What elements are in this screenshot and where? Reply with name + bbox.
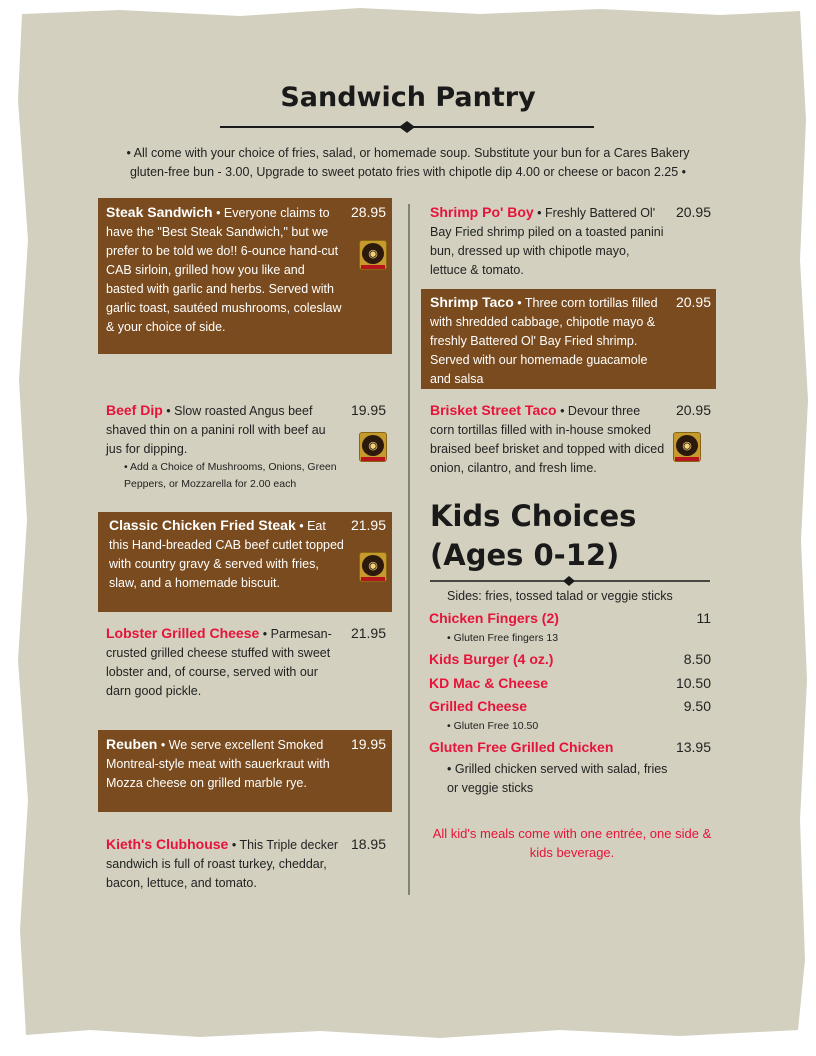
page-title: Sandwich Pantry bbox=[280, 82, 536, 113]
item-name: Lobster Grilled Cheese bbox=[106, 625, 260, 641]
item-price: 19.95 bbox=[350, 736, 386, 752]
cow-icon: ◉ bbox=[362, 555, 384, 576]
kids-item-grilled-cheese bbox=[429, 698, 711, 714]
kids-item-gf-grilled-chicken bbox=[429, 739, 711, 755]
kids-item-note: • Gluten Free 10.50 bbox=[447, 720, 539, 732]
item-name: Reuben bbox=[106, 736, 158, 752]
menu-item-kieths-clubhouse bbox=[106, 835, 386, 893]
item-desc: • Everyone claims to have the "Best Steak Sandwich," but we prefer to be told we do!! 6-ounce hand-cut CAB sirloin, grilled how you like and basted with garlic and herbs. Served with garlic toast, sautéed mushrooms, coleslaw & your choice of side. bbox=[106, 206, 342, 334]
item-desc: • We serve excellent Smoked Montreal-style meat with sauerkraut with Mozza cheese on grilled marble rye. bbox=[106, 738, 330, 790]
menu-item-shrimp-taco bbox=[430, 293, 711, 389]
item-desc: • Devour three corn tortillas filled with in-house smoked braised beef brisket and topped with diced onion, cilantro, and fresh lime. bbox=[430, 404, 665, 475]
item-desc: • Eat this Hand-breaded CAB beef cutlet topped with country gravy & served with fries, slaw, and a homemade biscuit. bbox=[109, 519, 344, 590]
menu-item-chicken-fried-steak bbox=[109, 516, 386, 593]
cow-icon: ◉ bbox=[676, 435, 698, 456]
item-name: Kieth's Clubhouse bbox=[106, 836, 229, 852]
item-price: 9.50 bbox=[683, 698, 711, 714]
cow-icon: ◉ bbox=[362, 243, 384, 264]
kids-section-title: Kids Choices (Ages 0-12) bbox=[430, 499, 637, 572]
item-desc: • This Triple decker sandwich is full of roast turkey, cheddar, bacon, lettuce, and tomato. bbox=[106, 838, 339, 890]
item-price: 20.95 bbox=[675, 204, 711, 220]
kids-item-burger bbox=[429, 651, 711, 667]
certified-angus-beef-badge bbox=[673, 432, 701, 462]
item-price: 19.95 bbox=[350, 402, 386, 418]
kids-item-kd-mac bbox=[429, 675, 711, 691]
kids-item-chicken-fingers bbox=[429, 610, 711, 626]
item-price: 20.95 bbox=[675, 402, 711, 418]
item-desc: • Three corn tortillas filled with shredded cabbage, chipotle mayo & freshly Battered Ol' Bay Fried shrimp. Served with our homemade guacamole and salsa bbox=[430, 296, 658, 386]
certified-angus-beef-badge bbox=[359, 240, 387, 270]
item-name: KD Mac & Cheese bbox=[429, 675, 549, 691]
item-name: Grilled Cheese bbox=[429, 698, 528, 714]
item-price: 11 bbox=[696, 610, 711, 626]
item-name: Beef Dip bbox=[106, 402, 163, 418]
kids-sides: Sides: fries, tossed talad or veggie sticks bbox=[447, 589, 673, 603]
intro-text: • All come with your choice of fries, salad, or homemade soup. Substitute your bun for a Cares Bakery gluten-free bun - 3.00, Upgrade to sweet potato fries with chipotle dip 4.00 or cheese or bacon 2.25 • bbox=[126, 146, 690, 179]
item-price: 20.95 bbox=[675, 294, 711, 310]
item-price: 28.95 bbox=[350, 204, 386, 220]
certified-angus-beef-badge bbox=[359, 552, 387, 582]
item-name: Shrimp Taco bbox=[430, 294, 514, 310]
kids-footer-note: All kid's meals come with one entrée, one side & kids beverage. bbox=[432, 826, 712, 860]
item-name: Chicken Fingers (2) bbox=[429, 610, 559, 626]
item-price: 10.50 bbox=[675, 675, 711, 691]
kids-item-note: • Gluten Free fingers 13 bbox=[447, 632, 559, 644]
menu-item-brisket-street-taco bbox=[430, 401, 711, 478]
item-name: Shrimp Po' Boy bbox=[430, 204, 534, 220]
item-price: 21.95 bbox=[350, 625, 386, 641]
item-price: 21.95 bbox=[350, 517, 386, 533]
item-desc: • Slow roasted Angus beef shaved thin on a panini roll with beef au jus for dipping. bbox=[106, 404, 326, 456]
menu-item-beef-dip bbox=[106, 401, 386, 493]
item-name: Kids Burger (4 oz.) bbox=[429, 651, 554, 667]
item-price: 18.95 bbox=[350, 836, 386, 852]
menu-item-reuben bbox=[106, 735, 386, 793]
steak-sandwich-text bbox=[106, 203, 386, 337]
item-desc: • Freshly Battered Ol' Bay Fried shrimp piled on a toasted panini bun, dressed up with chipotle mayo, lettuce & tomato. bbox=[430, 206, 664, 277]
menu-item-lobster-grilled-cheese bbox=[106, 624, 386, 701]
item-name: Brisket Street Taco bbox=[430, 402, 557, 418]
item-price: 13.95 bbox=[675, 739, 711, 755]
cow-icon: ◉ bbox=[362, 435, 384, 456]
item-price: 8.50 bbox=[683, 651, 711, 667]
kids-item-desc: • Grilled chicken served with salad, fries or veggie sticks bbox=[447, 762, 668, 795]
item-name: Classic Chicken Fried Steak bbox=[109, 517, 296, 533]
menu-item-shrimp-po-boy bbox=[430, 203, 711, 280]
item-note: • Add a Choice of Mushrooms, Onions, Green Peppers, or Mozzarella for 2.00 each bbox=[124, 461, 337, 490]
item-desc: • Parmesan-crusted grilled cheese stuffed with sweet lobster and, of course, served with our darn good pickle. bbox=[106, 627, 332, 698]
item-name: Steak Sandwich bbox=[106, 204, 213, 220]
certified-angus-beef-badge bbox=[359, 432, 387, 462]
item-name: Gluten Free Grilled Chicken bbox=[429, 739, 614, 755]
